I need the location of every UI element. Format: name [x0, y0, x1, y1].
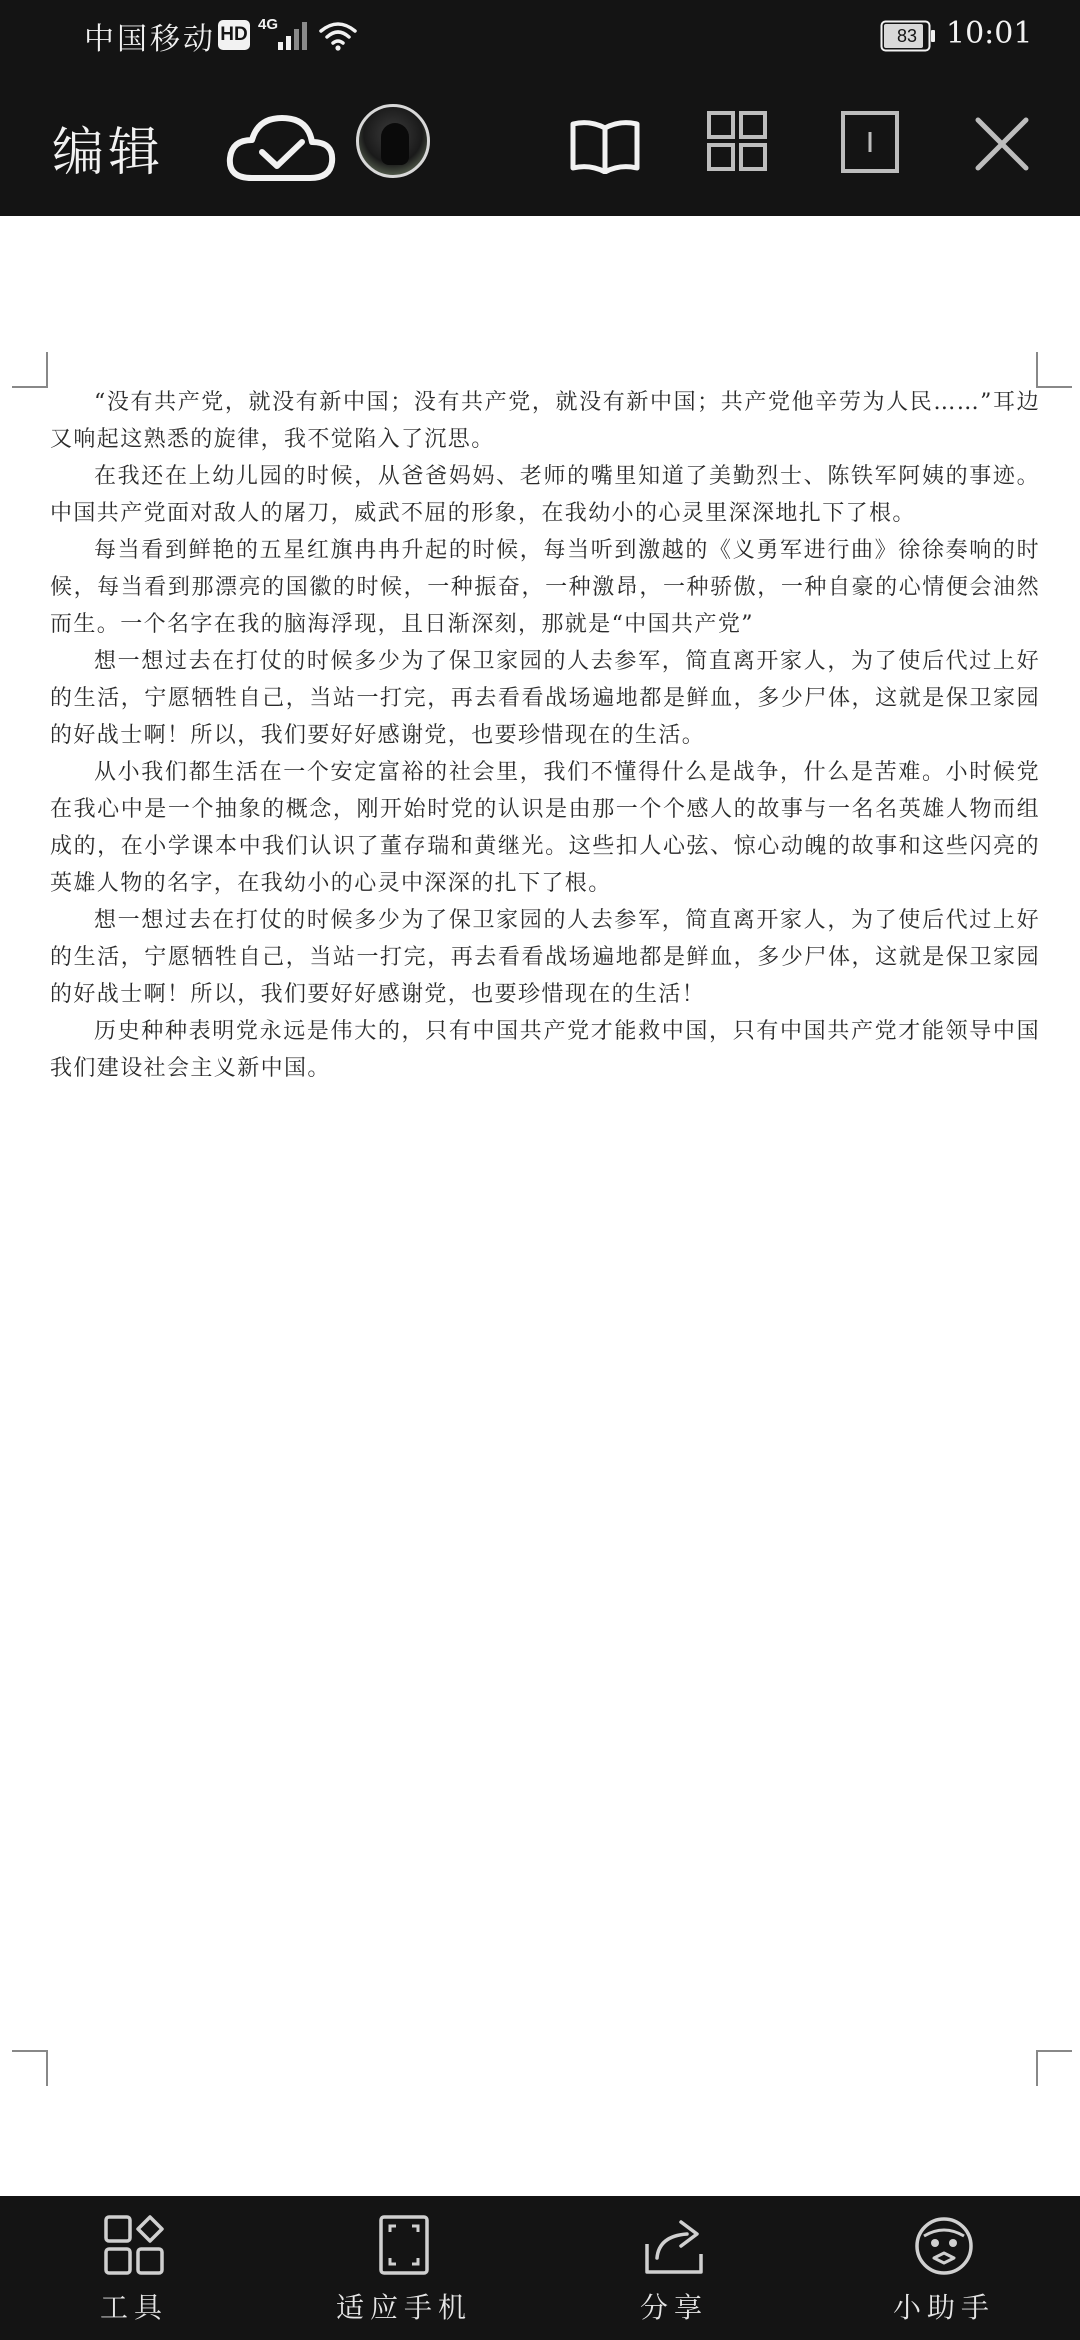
- crop-mark-top-left: [12, 352, 48, 388]
- share-icon: [641, 2214, 707, 2276]
- hd-badge: HD: [218, 20, 250, 50]
- bottom-bar: [0, 2196, 1080, 2340]
- signal-icon: [276, 20, 310, 52]
- assistant-label: 小助手: [892, 2291, 995, 2324]
- network-type: 4G: [258, 16, 279, 33]
- avatar-figure: [381, 123, 409, 165]
- crop-mark-top-right: [1036, 352, 1072, 388]
- crop-mark-bottom-right: [1036, 2050, 1072, 2086]
- paragraph: 从小我们都生活在一个安定富裕的社会里，我们不懂得什么是战争，什么是苦难。小时候党在我心中是一个抽象的概念，刚开始时党的认识是由那一个个感人的故事与一名名英雄人物而组成的，在小学课本中我们认识了董存瑞和黄继光。这些扣人心弦、惊心动魄的故事和这些闪亮的英雄人物的名字，在我幼小的心灵中深深的扎下了根。: [50, 760, 1040, 896]
- paragraph: 在我还在上幼儿园的时候，从爸爸妈妈、老师的嘴里知道了美勤烈士、陈铁军阿姨的事迹。中国共产党面对敌人的屠刀，威武不屈的形象，在我幼小的心灵里深深地扎下了根。: [50, 464, 1040, 526]
- fit-screen-icon: [378, 2214, 430, 2276]
- fit-phone-button[interactable]: [304, 2214, 504, 2334]
- paragraph: 想一想过去在打仗的时候多少为了保卫家园的人去参军，简直离开家人，为了使后代过上好的生活，宁愿牺牲自己，当站一打完，再去看看战场遍地都是鲜血，多少尸体，这就是保卫家园的好战士啊！所以，我们要好好感谢党，也要珍惜现在的生活。: [50, 649, 1040, 748]
- carrier-name: 中国移动: [84, 22, 216, 57]
- clock: 10:01: [946, 16, 1033, 51]
- book-icon[interactable]: [570, 118, 640, 174]
- paragraph: 每当看到鲜艳的五星红旗冉冉升起的时候，每当听到激越的《义勇军进行曲》徐徐奏响的时候，每当看到那漂亮的国徽的时候，一种振奋，一种激昂，一种骄傲，一种自豪的心情便会油然而生。一个名字在我的脑海浮现，且日渐深刻，那就是“中国共产党”: [50, 538, 1040, 637]
- wifi-icon: [318, 20, 358, 52]
- tools-button[interactable]: [34, 2214, 234, 2334]
- paragraph: “没有共产党，就没有新中国；没有共产党，就没有新中国；共产党他辛劳为人民……”耳边又响起这熟悉的旋律，我不觉陷入了沉思。: [50, 390, 1040, 452]
- assistant-button[interactable]: [844, 2214, 1044, 2334]
- close-icon[interactable]: [972, 114, 1032, 174]
- crop-mark-bottom-left: [12, 2050, 48, 2086]
- tools-icon: [103, 2214, 165, 2276]
- edit-button[interactable]: 编辑: [52, 123, 165, 183]
- single-page-icon[interactable]: [840, 110, 900, 174]
- document-viewer[interactable]: [0, 216, 1080, 2196]
- assistant-icon: [912, 2214, 976, 2276]
- top-toolbar: [0, 72, 1080, 216]
- cloud-sync-icon[interactable]: [222, 108, 340, 188]
- tools-label: 工具: [99, 2291, 168, 2324]
- fit-phone-label: 适应手机: [335, 2291, 472, 2324]
- share-button[interactable]: [574, 2214, 774, 2334]
- paragraph: 历史种种表明党永远是伟大的，只有中国共产党才能救中国，只有中国共产党才能领导中国我们建设社会主义新中国。: [50, 1019, 1040, 1081]
- battery-level: 83: [896, 26, 918, 46]
- status-bar: [0, 0, 1080, 72]
- paragraph: 想一想过去在打仗的时候多少为了保卫家园的人去参军，简直离开家人，为了使后代过上好的生活，宁愿牺牲自己，当站一打完，再去看看战场遍地都是鲜血，多少尸体，这就是保卫家园的好战士啊！所以，我们要好好感谢党，也要珍惜现在的生活！: [50, 908, 1040, 1007]
- avatar[interactable]: [356, 104, 430, 178]
- document-body: [50, 384, 1040, 1087]
- grid-view-icon[interactable]: [706, 110, 768, 172]
- share-label: 分享: [639, 2291, 708, 2324]
